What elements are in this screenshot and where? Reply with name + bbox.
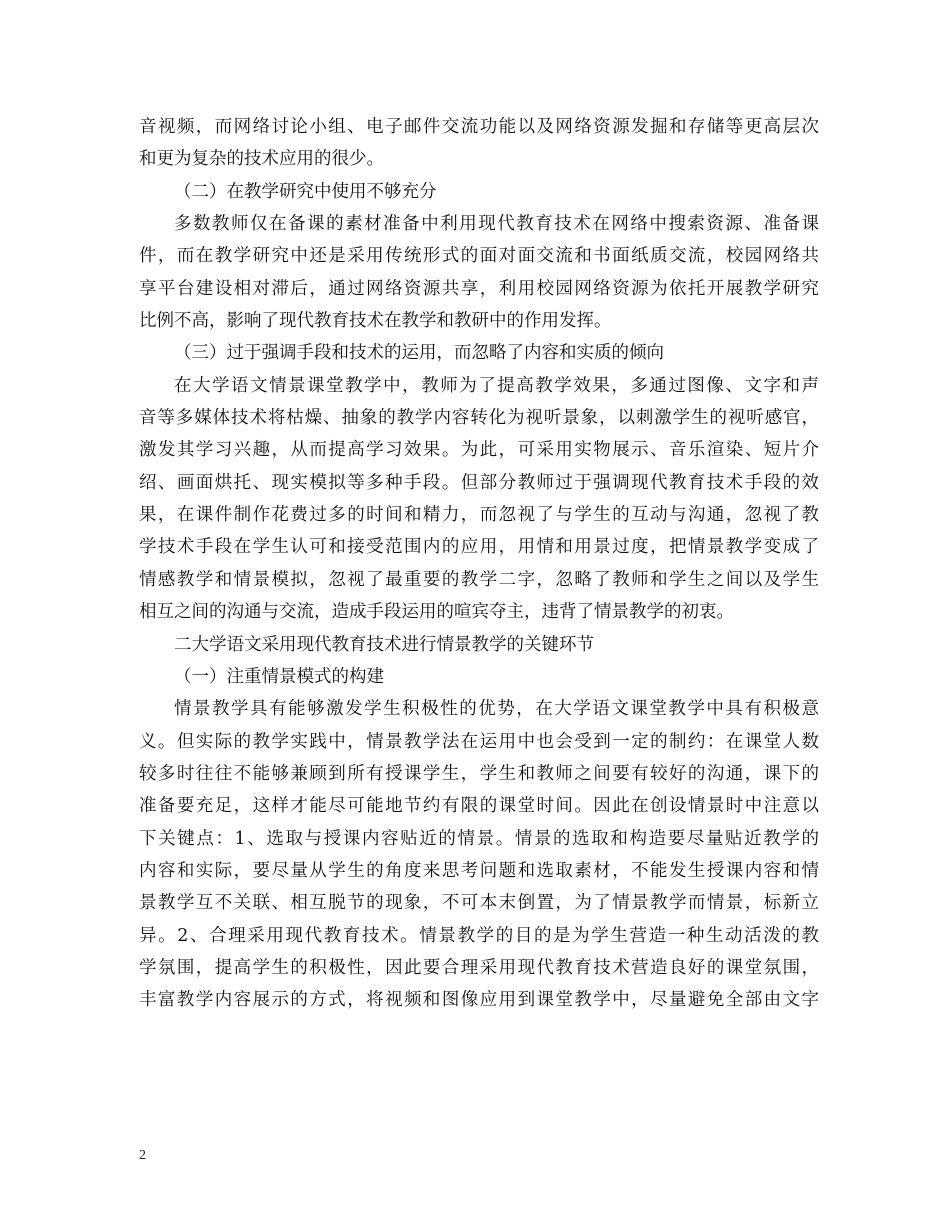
text-line: 比例不高，影响了现代教育技术在教学和教研中的作用发挥。 (139, 311, 612, 332)
text-line: 和更为复杂的技术应用的很少。 (139, 149, 384, 170)
text-line: 义。但实际的教学实践中，情景教学法在运用中也会受到一定的制约：在课堂人数 (139, 731, 819, 752)
text-line: （三）过于强调手段和技术的运用，而忽略了内容和实质的倾向 (174, 343, 664, 364)
text-line: （一）注重情景模式的构建 (174, 666, 384, 687)
text-line: 件，而在教学研究中还是采用传统形式的面对面交流和书面纸质交流，校园网络共 (139, 246, 819, 267)
text-line: 音等多媒体技术将枯燥、抽象的教学内容转化为视听景象，以刺激学生的视听感官， (139, 408, 819, 429)
text-line: 二大学语文采用现代教育技术进行情景教学的关键环节 (174, 634, 594, 655)
text-line: 异。2、合理采用现代教育技术。情景教学的目的是为学生营造一种生动活泼的教 (139, 925, 819, 946)
text-line: 丰富教学内容展示的方式，将视频和图像应用到课堂教学中，尽量避免全部由文字 (139, 990, 819, 1011)
text-line: 激发其学习兴趣，从而提高学习效果。为此，可采用实物展示、音乐渲染、短片介 (139, 440, 819, 461)
text-line: 内容和实际，要尽量从学生的角度来思考问题和选取素材，不能发生授课内容和情 (139, 860, 819, 881)
page-number: 2 (139, 1148, 146, 1163)
text-line: 景教学互不关联、相互脱节的现象，不可本末倒置，为了情景教学而情景，标新立 (139, 893, 819, 914)
text-line: 相互之间的沟通与交流，造成手段运用的喧宾夺主，违背了情景教学的初衷。 (139, 602, 734, 623)
text-line: 较多时往往不能够兼顾到所有授课学生，学生和教师之间要有较好的沟通，课下的 (139, 763, 819, 784)
text-line: 情感教学和情景模拟，忽视了最重要的教学二字，忽略了教师和学生之间以及学生 (139, 569, 819, 590)
text-line: 音视频，而网络讨论小组、电子邮件交流功能以及网络资源发掘和存储等更高层次 (139, 117, 819, 137)
text-line: 下关键点：1、选取与授课内容贴近的情景。情景的选取和构造要尽量贴近教学的 (139, 828, 819, 849)
document-body (139, 111, 819, 1017)
text-line: 多数教师仅在备课的素材准备中利用现代教育技术在网络中搜索资源、准备课 (174, 214, 819, 235)
text-line: 享平台建设相对滞后，通过网络资源共享，利用校园网络资源为依托开展教学研究 (139, 278, 819, 299)
text-line: 学氛围，提高学生的积极性，因此要合理采用现代教育技术营造良好的课堂氛围， (139, 957, 819, 978)
text-line: 绍、画面烘托、现实模拟等多种手段。但部分教师过于强调现代教育技术手段的效 (139, 472, 819, 493)
text-line: 在大学语文情景课堂教学中，教师为了提高教学效果，多通过图像、文字和声 (174, 375, 819, 396)
text-line: 准备要充足，这样才能尽可能地节约有限的课堂时间。因此在创设情景时中注意以 (139, 796, 819, 817)
text-line: 学技术手段在学生认可和接受范围内的应用，用情和用景过度，把情景教学变成了 (139, 537, 819, 558)
text-line: 果，在课件制作花费过多的时间和精力，而忽视了与学生的互动与沟通，忽视了教 (139, 505, 819, 526)
text-line: （二）在教学研究中使用不够充分 (174, 181, 437, 202)
text-line: 情景教学具有能够激发学生积极性的优势，在大学语文课堂教学中具有积极意 (174, 699, 819, 720)
